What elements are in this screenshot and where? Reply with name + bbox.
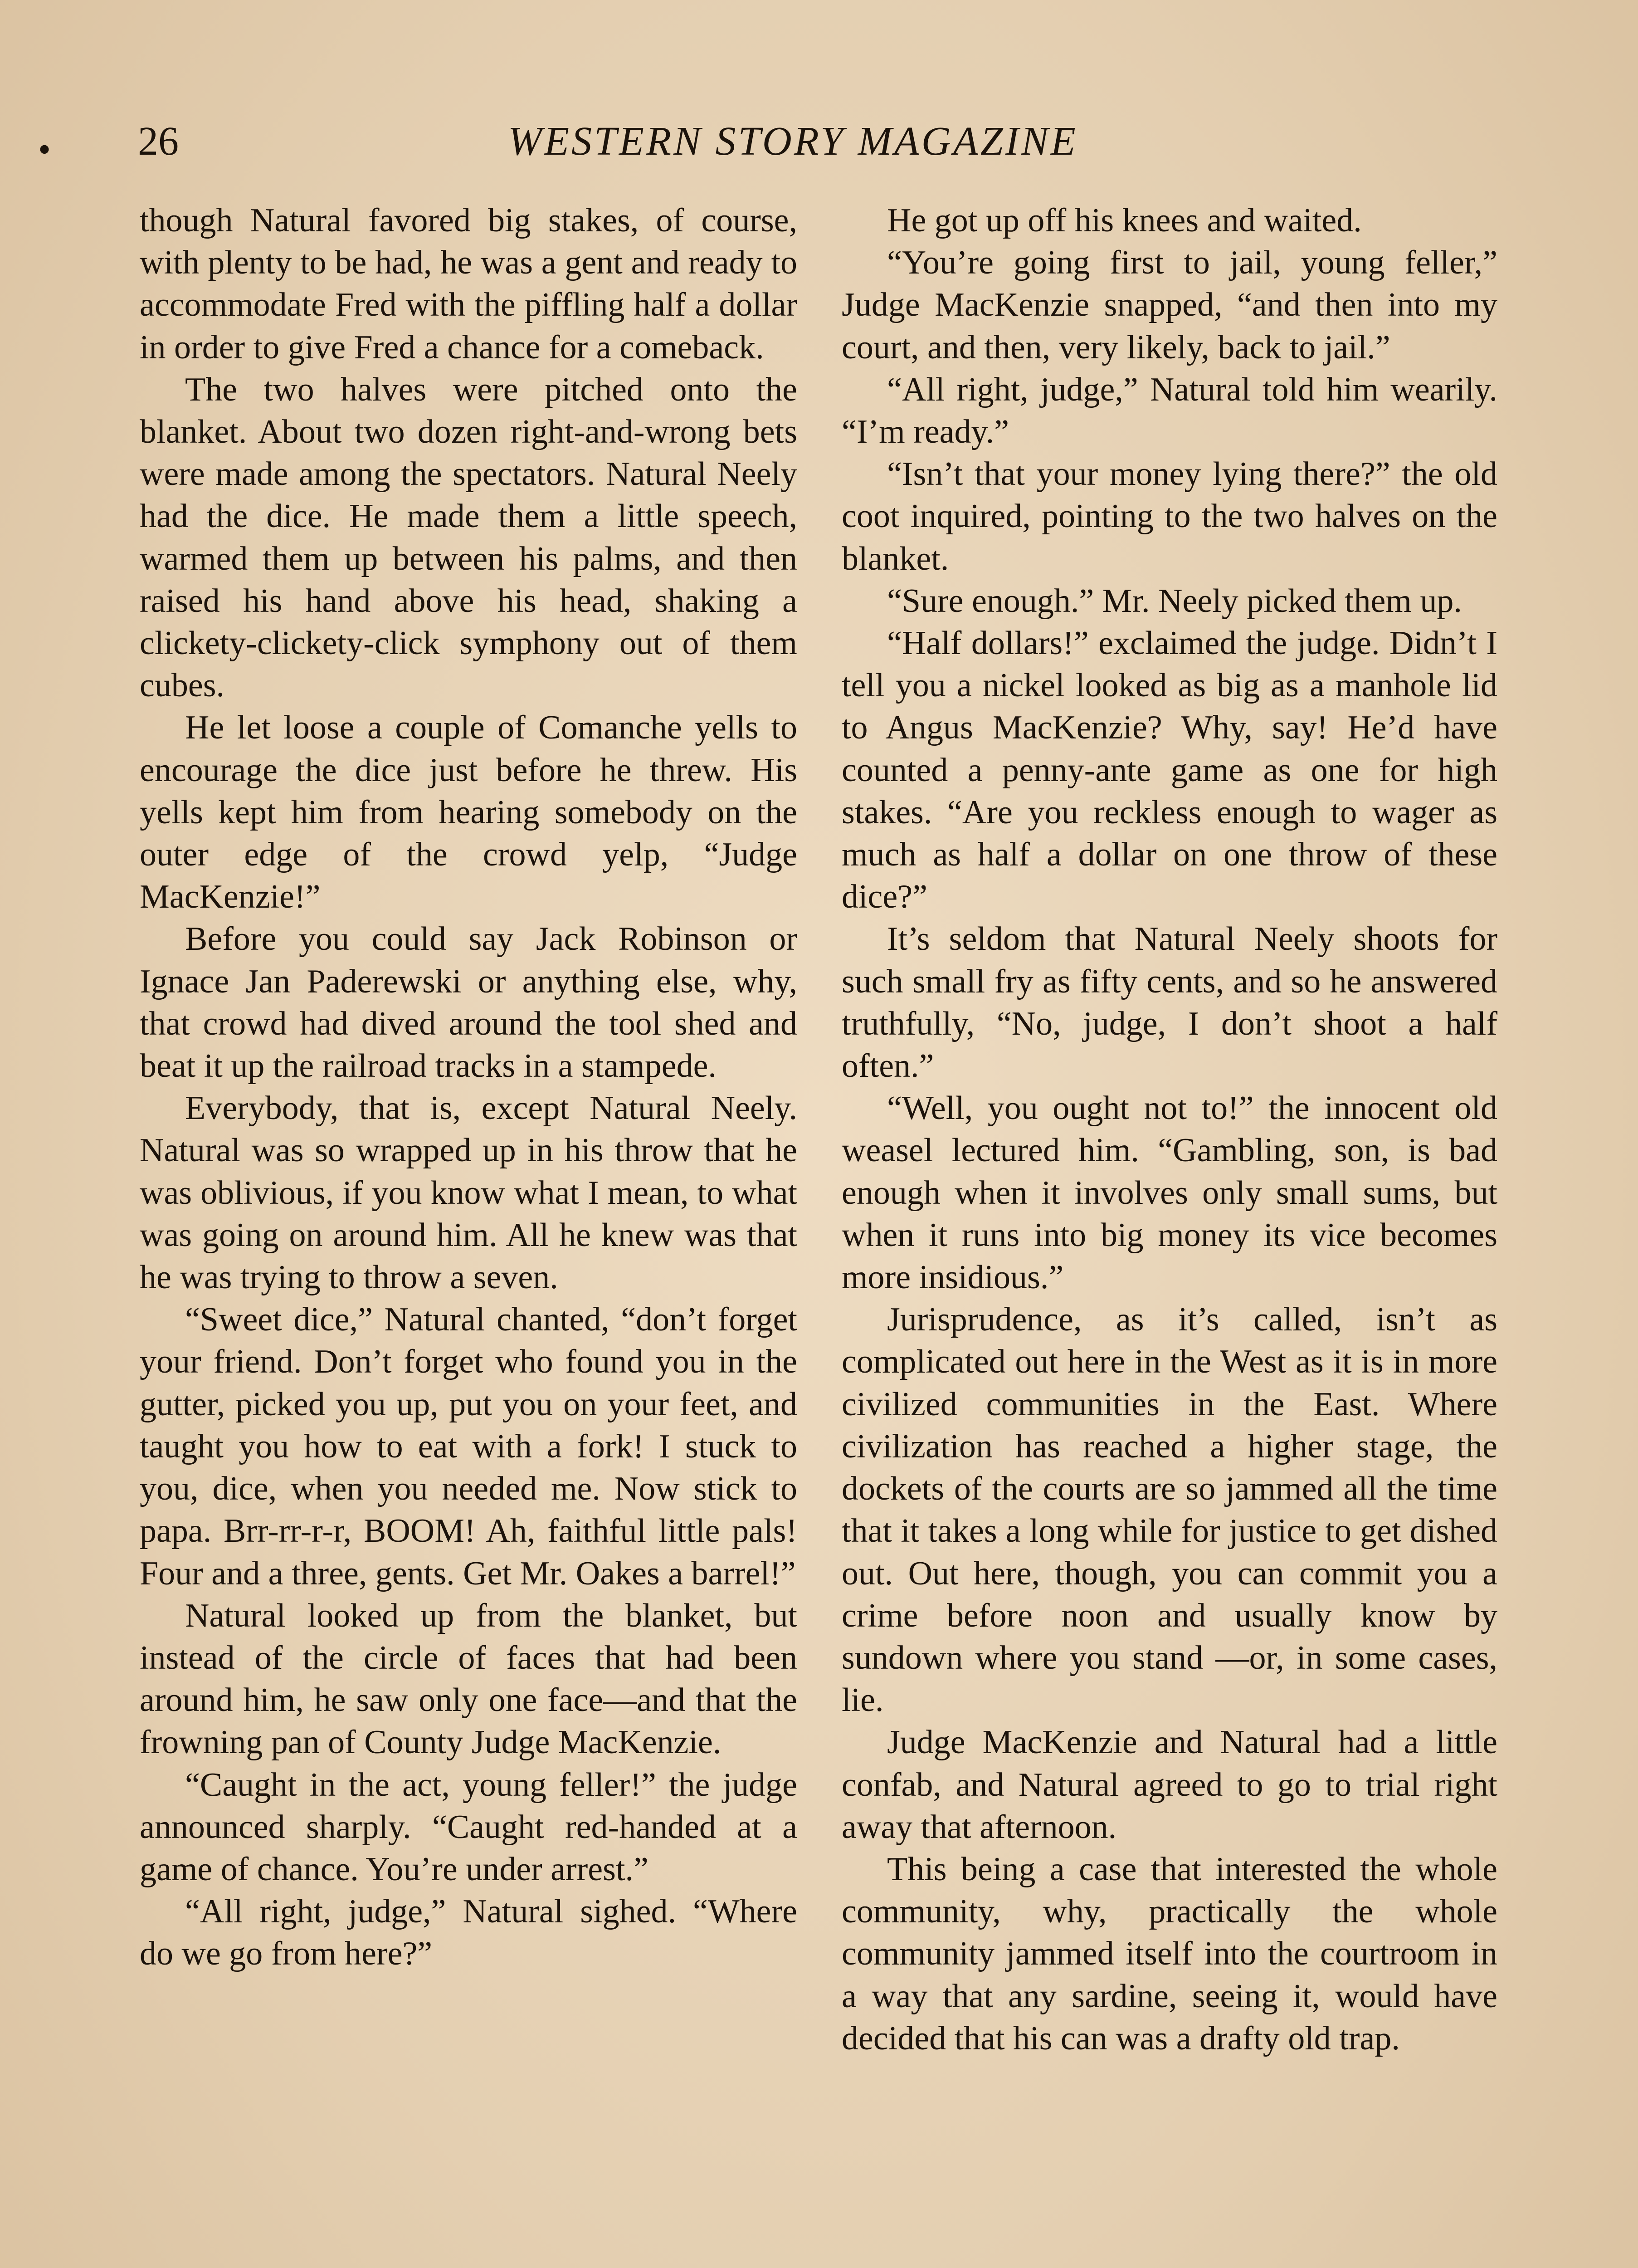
paragraph: “Isn’t that your money lying there?” the old coot inquired, pointing to the two halves on the blanket. [842, 455, 1497, 577]
paragraph: He let loose a couple of Comanche yells to encourage the dice just before he threw. His yells kept him from hearing somebody on the outer edge of the crowd yelp, “Judge MacKenzie!” [140, 709, 797, 916]
running-head: WESTERN STORY MAGAZINE [508, 119, 1078, 164]
paragraph: Natural looked up from the blanket, but instead of the circle of faces that had been around him, he saw only one face—and that the frowning pan of County Judge MacKenzie. [140, 1597, 797, 1761]
left-text-column [140, 200, 797, 1975]
right-text-column [842, 200, 1497, 2060]
paragraph: “All right, judge,” Natural sighed. “Where do we go from here?” [140, 1893, 797, 1973]
paragraph: “You’re going first to jail, young feller,” Judge MacKenzie snapped, “and then into my court, and then, very likely, back to jail.” [842, 244, 1497, 366]
paragraph: “Caught in the act, young feller!” the judge announced sharply. “Caught red-handed at a game of chance. You’re under arrest.” [140, 1766, 797, 1888]
paragraph: “Sweet dice,” Natural chanted, “don’t forget your friend. Don’t forget who found you in the gutter, picked you up, put you on your feet, and taught you how to eat with a fork! I stuck to you, dice, when you needed me. Now stick to papa. Brr-rr-r-r, BOOM! Ah, faithful little pals! Four and a three, gents. Get Mr. Oakes a barrel!” [140, 1301, 797, 1592]
paragraph: It’s seldom that Natural Neely shoots for such small fry as fifty cents, and so he answered truthfully, “No, judge, I don’t shoot a half often.” [842, 920, 1497, 1085]
paragraph: Everybody, that is, except Natural Neely. Natural was so wrapped up in his throw that he was oblivious, if you know what I mean, to what was going on around him. All he knew was that he was trying to throw a seven. [140, 1090, 797, 1296]
paragraph: “All right, judge,” Natural told him wearily. “I’m ready.” [842, 371, 1497, 451]
paragraph: though Natural favored big stakes, of course, with plenty to be had, he was a gent and ready to accommodate Fred with the piffling half a dollar in order to give Fred a chance for a comeback. [140, 202, 797, 366]
paragraph: Jurisprudence, as it’s called, isn’t as complicated out here in the West as it is in more civilized communities in the East. Where civilization has reached a higher stage, the dockets of the courts are so jammed all the time that it takes a long while for justice to get dished out. Out here, though, you can commit you a crime before noon and usually know by sundown where you stand —or, in some cases, lie. [842, 1301, 1497, 1719]
paragraph: Judge MacKenzie and Natural had a little confab, and Natural agreed to go to trial right away that afternoon. [842, 1724, 1497, 1846]
paragraph: He got up off his knees and waited. [887, 202, 1362, 239]
paragraph: This being a case that interested the whole community, why, practically the whole community jammed itself into the courtroom in a way that any sardine, seeing it, would have decided that his can was a drafty old trap. [842, 1850, 1497, 2057]
paragraph: The two halves were pitched onto the blanket. About two dozen right-and-wrong bets were made among the spectators. Natural Neely had the dice. He made them a little speech, warmed them up between his palms, and then raised his hand above his head, shaking a clickety-clickety-click symphony out of them cubes. [140, 371, 797, 704]
paragraph: “Well, you ought not to!” the innocent old weasel lectured him. “Gambling, son, is bad enough when it involves only small sums, but when it runs into big money its vice becomes more insidious.” [842, 1090, 1497, 1296]
page-bullet: • [38, 130, 51, 170]
paragraph: Before you could say Jack Robinson or Ignace Jan Paderewski or anything else, why, that crowd had dived around the tool shed and beat it up the railroad tracks in a stampede. [140, 920, 797, 1085]
paragraph: “Half dollars!” exclaimed the judge. Didn’t I tell you a nickel looked as big as a manhole lid to Angus MacKenzie? Why, say! He’d have counted a penny-ante game as one for high stakes. “Are you reckless enough to wager as much as half a dollar on one throw of these dice?” [842, 625, 1497, 916]
page-number: 26 [138, 119, 179, 164]
paragraph: “Sure enough.” Mr. Neely picked them up. [887, 582, 1462, 620]
